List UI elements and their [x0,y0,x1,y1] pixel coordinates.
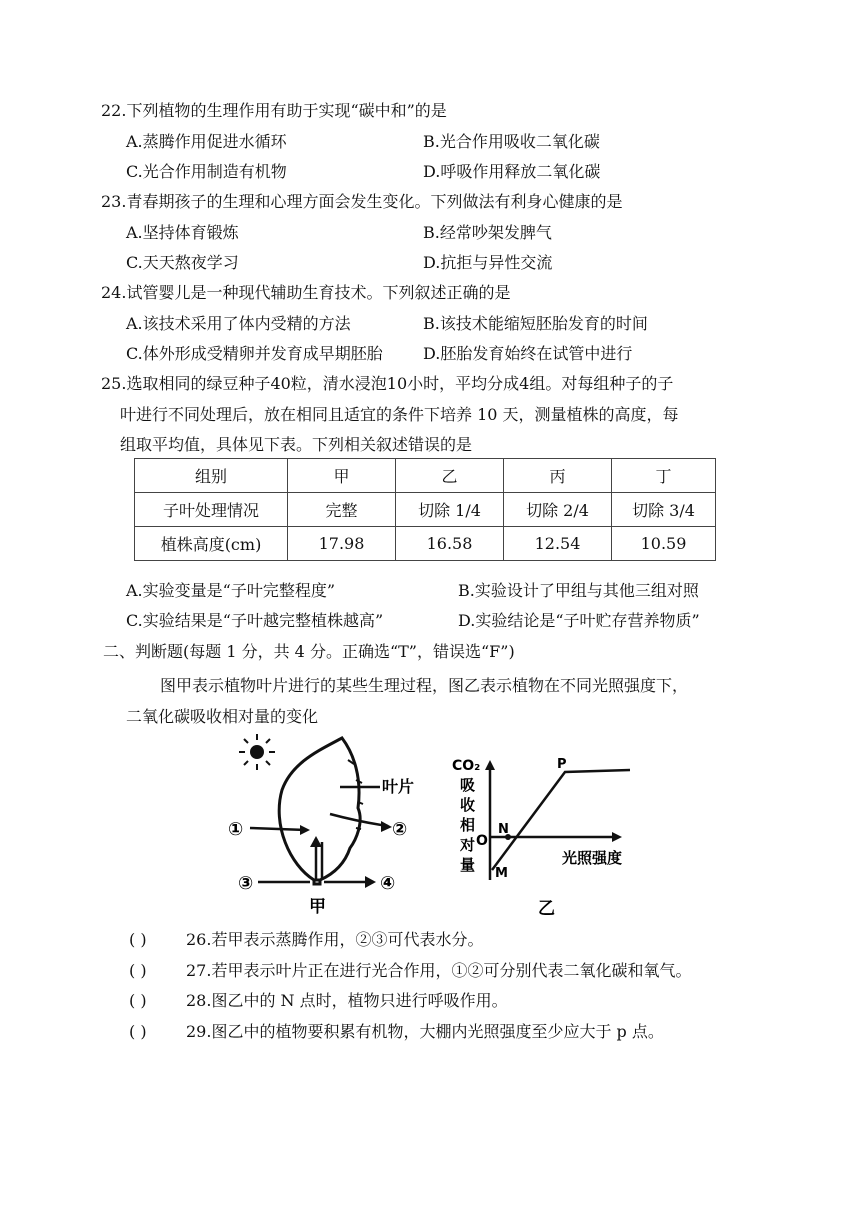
marker-4: ④ [380,873,396,894]
section2-intro-line1: 图甲表示植物叶片进行的某些生理过程，图乙表示植物在不同光照强度下， [160,676,689,695]
leaf-label: 叶片 [382,777,415,796]
point-p-label: P [557,757,567,772]
marker-2: ② [392,819,408,840]
q29-text: 29.图乙中的植物要积累有机物，大棚内光照强度至少应大于 p 点。 [186,1022,664,1041]
origin-label: O [476,833,488,849]
point-n-label: N [498,822,509,837]
q23-option-a: A.坚持体育锻炼 [126,223,239,242]
q22-option-c: C.光合作用制造有机物 [126,162,287,181]
q22-option-a: A.蒸腾作用促进水循环 [126,132,287,151]
q25-line1: 25.选取相同的绿豆种子40粒，清水浸泡10小时，平均分成4组。对每组种子的子 [101,374,674,393]
y-axis-char-4: 对 [460,836,476,854]
q28-answer-blank[interactable]: ( ) [129,991,147,1010]
q29-answer-blank[interactable]: ( ) [129,1022,147,1041]
q27-text: 27.若甲表示叶片正在进行光合作用，①②可分别代表二氧化碳和氧气。 [186,961,692,980]
section2-intro-line2: 二氧化碳吸收相对量的变化 [126,707,319,726]
sun-icon [239,734,275,770]
q24-option-a: A.该技术采用了体内受精的方法 [126,314,351,333]
q26-text: 26.若甲表示蒸腾作用，②③可代表水分。 [186,930,484,949]
table-cell: 子叶处理情况 [135,493,288,527]
table-cell: 丙 [504,459,612,493]
point-m-label: M [495,866,508,881]
table-row [135,527,716,561]
table-cell: 12.54 [504,527,612,561]
y-axis-char-1: 吸 [460,776,476,794]
table-cell: 完整 [288,493,396,527]
table-cell: 10.59 [612,527,716,561]
section2-heading: 二、判断题(每题 1 分，共 4 分。正确选“T”，错误选“F”) [103,642,515,661]
table-header-row [135,459,716,493]
x-axis-label: 光照强度 [562,849,623,867]
q22-stem: 22.下列植物的生理作用有助于实现“碳中和”的是 [101,101,447,120]
table-cell: 16.58 [396,527,504,561]
table-cell: 甲 [288,459,396,493]
q28-text: 28.图乙中的 N 点时，植物只进行呼吸作用。 [186,991,508,1010]
q25-option-a: A.实验变量是“子叶完整程度” [126,581,336,600]
table-cell: 切除 1/4 [396,493,504,527]
q23-option-c: C.天天熬夜学习 [126,253,239,272]
q25-option-c: C.实验结果是“子叶越完整植株越高” [126,611,384,630]
leaf-shape [279,738,360,880]
q25-line3: 组取平均值，具体见下表。下列相关叙述错误的是 [120,435,473,454]
table-cell: 乙 [396,459,504,493]
y-axis-co2: CO₂ [452,758,481,774]
marker-1: ① [228,819,244,840]
caption-left: 甲 [309,897,326,917]
q24-option-d: D.胚胎发育始终在试管中进行 [423,344,633,363]
q25-option-b: B.实验设计了甲组与其他三组对照 [458,581,699,600]
q25-option-d: D.实验结论是“子叶贮存营养物质” [458,611,700,630]
table-cell: 丁 [612,459,716,493]
q25-line2: 叶进行不同处理后，放在相同且适宜的条件下培养 10 天，测量植株的高度，每 [120,405,679,424]
table-cell: 植株高度(cm) [135,527,288,561]
table-cell: 切除 2/4 [504,493,612,527]
y-axis-char-5: 量 [460,856,476,874]
marker-3: ③ [238,873,254,894]
q22-option-d: D.呼吸作用释放二氧化碳 [423,162,601,181]
q27-answer-blank[interactable]: ( ) [129,961,147,980]
data-table [134,458,716,561]
figure-right-graph [452,757,630,919]
q24-option-c: C.体外形成受精卵并发育成早期胚胎 [126,344,383,363]
q23-option-d: D.抗拒与异性交流 [423,253,553,272]
table-cell: 切除 3/4 [612,493,716,527]
q23-option-b: B.经常吵架发脾气 [423,223,552,242]
q24-option-b: B.该技术能缩短胚胎发育的时间 [423,314,648,333]
y-axis-char-2: 收 [460,796,476,814]
q26-answer-blank[interactable]: ( ) [129,930,147,949]
y-axis-char-3: 相 [460,816,476,834]
q24-stem: 24.试管婴儿是一种现代辅助生育技术。下列叙述正确的是 [101,283,511,302]
table-cell: 组别 [135,459,288,493]
figure-diagram [220,730,640,920]
q22-option-b: B.光合作用吸收二氧化碳 [423,132,600,151]
table-row [135,493,716,527]
caption-right: 乙 [538,899,555,919]
table-cell: 17.98 [288,527,396,561]
q23-stem: 23.青春期孩子的生理和心理方面会发生变化。下列做法有利身心健康的是 [101,192,623,211]
figure-left-leaf [228,734,414,917]
